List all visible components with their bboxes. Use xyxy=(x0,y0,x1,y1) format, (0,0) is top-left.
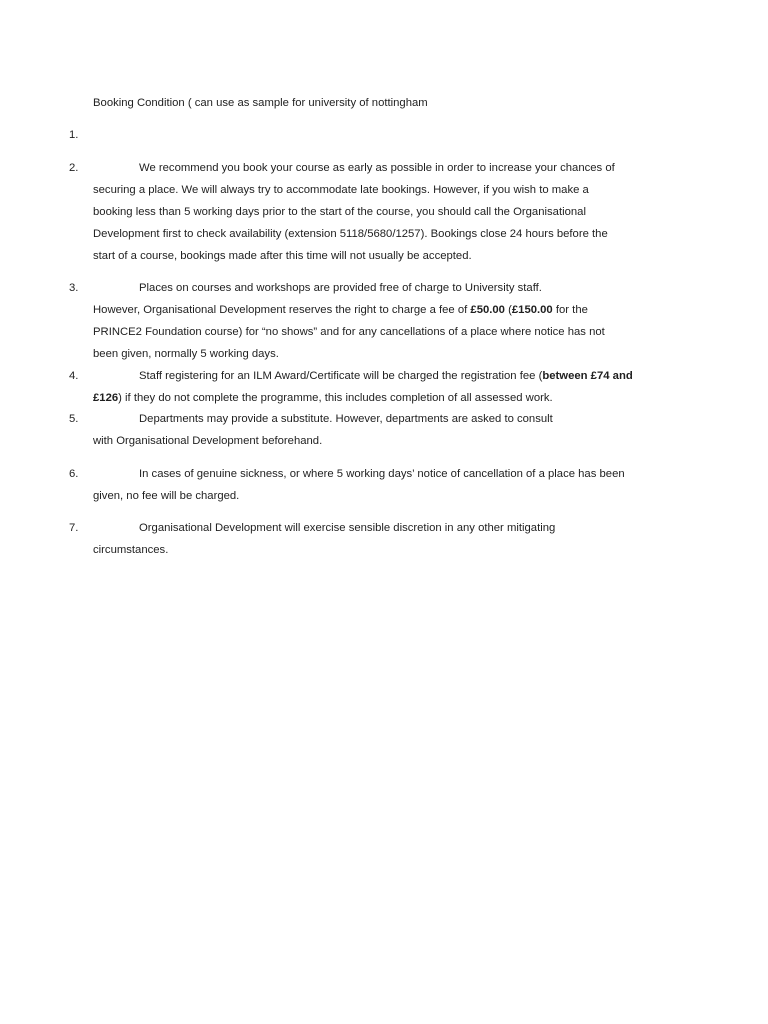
list-number: 5. xyxy=(69,413,79,425)
text-line: circumstances. xyxy=(93,544,169,556)
text-line: with Organisational Development beforehand. xyxy=(93,435,323,447)
text-line: However, Organisational Development reserves the right to charge a fee of £50.00 (£150.00 for the xyxy=(93,304,588,316)
list-number: 6. xyxy=(69,468,79,480)
text-line: booking less than 5 working days prior to the start of the course, you should call the Organisational xyxy=(93,206,586,218)
list-number: 3. xyxy=(69,282,79,294)
fee-amount: £150.00 xyxy=(511,304,553,316)
text-line: £126) if they do not complete the programme, this includes completion of all assessed work. xyxy=(93,392,553,404)
text-line: Organisational Development will exercise sensible discretion in any other mitigating xyxy=(139,522,556,534)
text-line: We recommend you book your course as early as possible in order to increase your chances of xyxy=(139,162,615,174)
list-item-text xyxy=(93,517,683,561)
list-item-text xyxy=(93,365,683,409)
list-number: 7. xyxy=(69,522,79,534)
fee-range: £126 xyxy=(93,392,119,404)
fee-amount: £50.00 xyxy=(470,304,505,316)
text-line: Staff registering for an ILM Award/Certificate will be charged the registration fee (between £74 and xyxy=(139,370,633,382)
text-line: In cases of genuine sickness, or where 5 working days’ notice of cancellation of a place has been xyxy=(139,468,625,480)
text-line: given, no fee will be charged. xyxy=(93,490,240,502)
text-line: Development first to check availability (extension 5118/5680/1257). Bookings close 24 hours before the xyxy=(93,228,608,240)
list-item-text xyxy=(93,277,683,365)
fee-range: between £74 and xyxy=(542,370,633,382)
list-item-text xyxy=(93,463,683,507)
document-title: Booking Condition ( can use as sample for university of nottingham xyxy=(93,97,428,109)
text-line: Departments may provide a substitute. However, departments are asked to consult xyxy=(139,413,553,425)
list-number: 4. xyxy=(69,370,79,382)
list-item-text xyxy=(93,408,683,452)
text-line: Places on courses and workshops are provided free of charge to University staff. xyxy=(139,282,542,294)
text-line: start of a course, bookings made after this time will not usually be accepted. xyxy=(93,250,472,262)
list-number: 1. xyxy=(69,129,79,141)
list-item-text xyxy=(93,157,683,267)
list-number: 2. xyxy=(69,162,79,174)
text-line: securing a place. We will always try to accommodate late bookings. However, if you wish to make a xyxy=(93,184,589,196)
text-line: PRINCE2 Foundation course) for “no shows” and for any cancellations of a place where notice has not xyxy=(93,326,605,338)
text-line: been given, normally 5 working days. xyxy=(93,348,279,360)
